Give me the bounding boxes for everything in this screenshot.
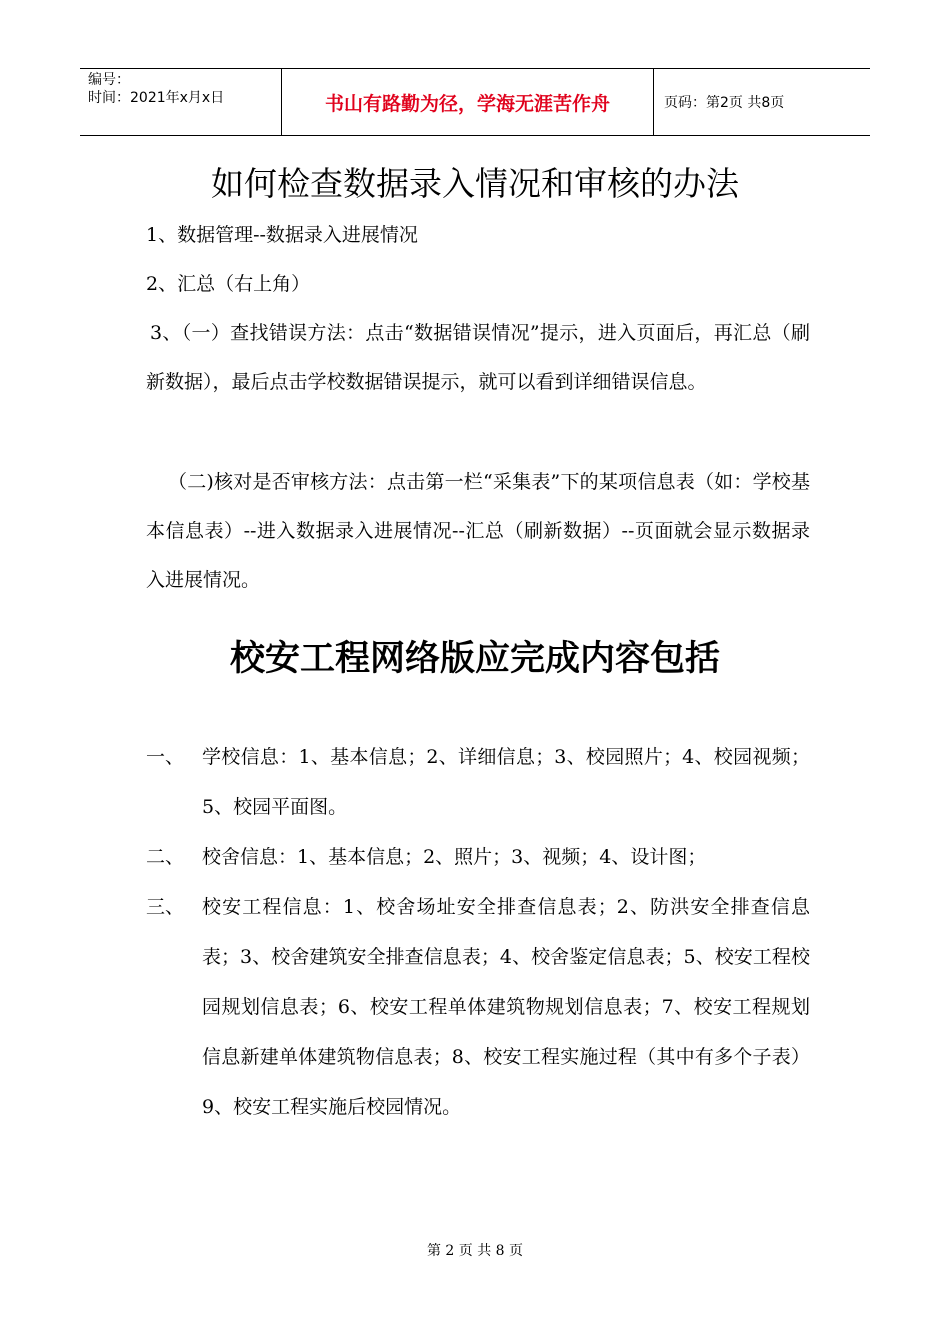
- list-item: [146, 832, 810, 882]
- list-item: [146, 732, 810, 832]
- section1-title: 如何检查数据录入情况和审核的办法: [211, 164, 739, 203]
- page-footer: 第 2 页 共 8 页: [426, 1243, 524, 1259]
- header-time-label: 时间：2021年x月x日: [88, 90, 225, 106]
- list-item: [146, 882, 810, 1132]
- section1-paragraph-1: 1、数据管理--数据录入进展情况: [146, 224, 418, 246]
- header-number-label: 编号：: [88, 72, 130, 88]
- header-motto: 书山有路勤为径，学海无涯苦作舟: [282, 69, 654, 135]
- list-item-text: 学校信息：1、基本信息；2、详细信息；3、校园照片；4、校园视频；5、校园平面图。: [202, 746, 810, 818]
- header-meta-cell: [80, 69, 282, 135]
- page-header: [80, 68, 870, 136]
- section1-paragraph-3: 3、（一）查找错误方法：点击“数据错误情况”提示，进入页面后，再汇总（刷新数据），最后点击学校数据错误提示，就可以看到详细错误信息。: [146, 322, 810, 393]
- header-page-code: 页码：第2页 共8页: [664, 95, 785, 111]
- list-item-number: 二、: [146, 846, 185, 868]
- list-item-number: 一、: [146, 746, 185, 768]
- section2-title: 校安工程网络版应完成内容包括: [229, 639, 720, 679]
- list-item-number: 三、: [146, 896, 185, 918]
- list-item-text: 校舍信息：1、基本信息；2、照片；3、视频；4、设计图；: [202, 846, 707, 868]
- list-item-text: 校安工程信息：1、校舍场址安全排查信息表；2、防洪安全排查信息表；3、校舍建筑安全排查信息表；4、校舍鉴定信息表；5、校安工程校园规划信息表；6、校安工程单体建筑物规划信息表；7、校安工程规划信息新建单体建筑物信息表；8、校安工程实施过程（其中有多个子表）9、校安工程实施后校园情况。: [202, 896, 810, 1118]
- section1-paragraph-4: （二)核对是否审核方法：点击第一栏“采集表”下的某项信息表（如：学校基本信息表）--进入数据录入进展情况--汇总（刷新数据）--页面就会显示数据录入进展情况。: [146, 471, 810, 591]
- section1-paragraph-2: 2、汇总（右上角）: [146, 273, 311, 295]
